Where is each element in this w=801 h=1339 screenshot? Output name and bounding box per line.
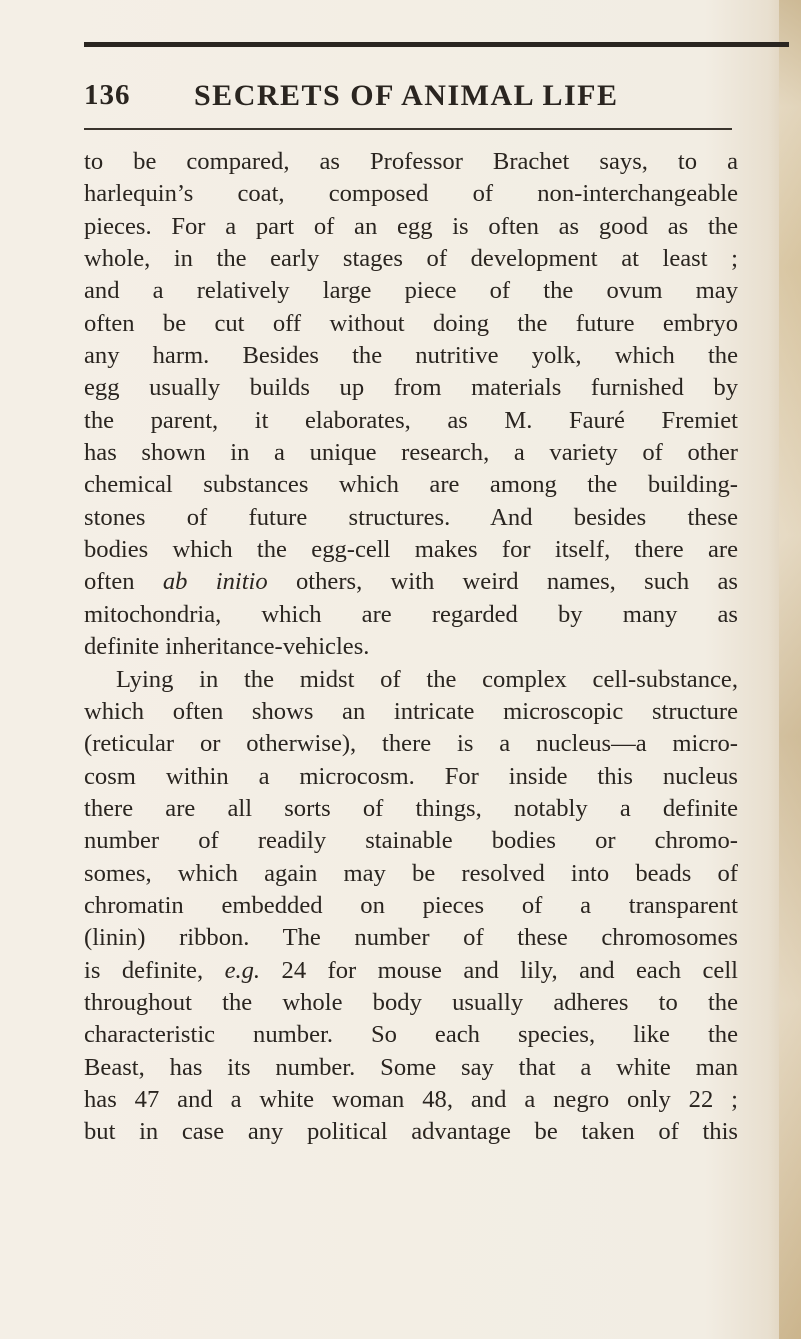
text-line: which often shows an intricate microscopic structure [84,697,738,725]
top-rule [84,42,789,47]
text-line: stones of future structures. And besides these [84,503,738,531]
text-line: has 47 and a white woman 48, and a negro only 22 ; [84,1085,738,1113]
text-line: throughout the whole body usually adheres to the [84,988,738,1016]
text-line-with-italic [84,566,738,598]
text-line: (reticular or otherwise), there is a nucleus—a micro- [84,730,738,758]
text-line: number of readily stainable bodies or chromo- [84,827,738,855]
text-line: and a relatively large piece of the ovum may [84,277,738,305]
text-line: Beast, has its number. Some say that a white man [84,1053,738,1081]
text-segment: is definite, [84,956,225,984]
paragraph-first-line: Lying in the midst of the complex cell-substance, [116,665,738,693]
text-line: has shown in a unique research, a variety of other [84,439,738,467]
text-line: somes, which again may be resolved into beads of [84,859,738,887]
italic-phrase: ab initio [162,568,268,596]
text-line: to be compared, as Professor Brachet says, to a [84,148,738,175]
text-line: mitochondria, which are regarded by many as [84,600,738,628]
text-line: pieces. For a part of an egg is often as good as the [84,212,738,240]
page-number: 136 [84,79,131,111]
text-line: there are all sorts of things, notably a definite [84,794,738,822]
running-title: SECRETS OF ANIMAL LIFE [194,79,619,112]
page-edge-stain [779,0,801,1339]
text-line: any harm. Besides the nutritive yolk, which the [84,342,738,370]
body-text [84,146,738,1149]
page-header [84,79,734,127]
text-segment: others, with weird names, such as [267,568,738,596]
text-line: bodies which the egg-cell makes for itself, there are [84,536,738,564]
text-line: chemical substances which are among the building- [84,471,738,499]
text-segment: often [84,568,163,596]
text-line: often be cut off without doing the future embryo [84,309,738,337]
text-line-with-italic [84,955,738,987]
text-line: definite inheritance-vehicles. [84,633,370,661]
text-line: the parent, it elaborates, as M. Fauré Fremiet [84,406,738,434]
italic-abbreviation: e.g. [224,956,261,984]
text-line: characteristic number. So each species, like the [84,1021,738,1049]
text-line: but in case any political advantage be taken of this [84,1118,738,1146]
text-line: (linin) ribbon. The number of these chromosomes [84,924,738,952]
text-segment: 24 for mouse and lily, and each cell [260,956,739,984]
header-rule [84,128,732,130]
text-line: egg usually builds up from materials furnished by [84,374,738,402]
text-line: harlequin’s coat, composed of non-interchangeable [84,180,738,208]
text-line: cosm within a microcosm. For inside this nucleus [84,762,738,790]
text-line: whole, in the early stages of development at least ; [84,245,738,273]
text-line: chromatin embedded on pieces of a transparent [84,891,738,919]
